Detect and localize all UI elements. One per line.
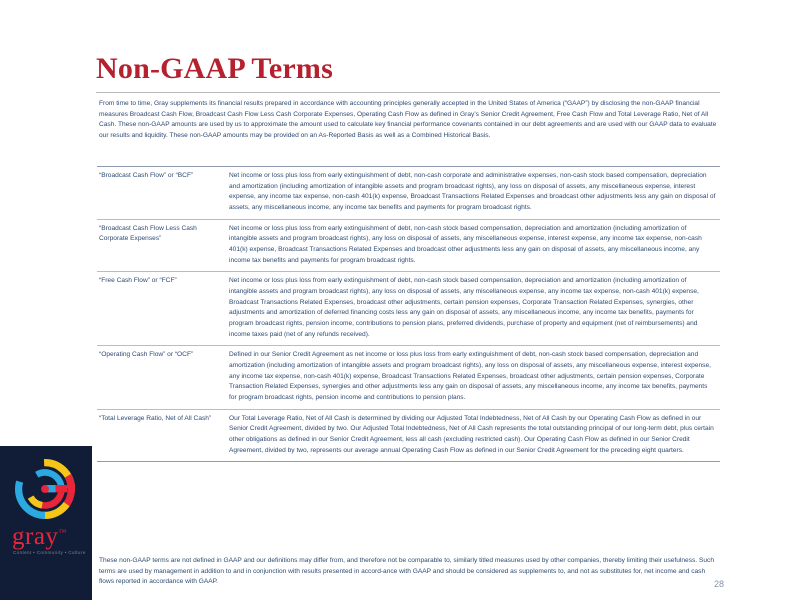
gray-g-logo-icon bbox=[12, 456, 78, 522]
term-label: “Free Cash Flow” or “FCF” bbox=[97, 272, 229, 346]
term-label: “Total Leverage Ratio, Net of All Cash” bbox=[97, 409, 229, 462]
term-label: “Broadcast Cash Flow” or “BCF” bbox=[97, 167, 229, 219]
table-row bbox=[97, 409, 720, 462]
footer-disclaimer: These non-GAAP terms are not defined in GAAP and our definitions may differ from, and therefore not be comparable to, similarly titled measures used by other companies, thereby limiting their usefulness. Such terms are used by management in addition to and in conjunction with results presented in accord-ance with GAAP and should be considered as supplements to, and not as substitutes for, net income and cash flows reported in accordance with GAAP. bbox=[99, 557, 715, 586]
trademark-icon: ™ bbox=[58, 527, 67, 537]
term-label: “Operating Cash Flow” or “OCF” bbox=[97, 346, 229, 409]
non-gaap-definitions-table bbox=[97, 167, 720, 462]
table-row bbox=[97, 167, 720, 219]
gray-wordmark bbox=[12, 524, 67, 549]
title-divider bbox=[96, 92, 720, 93]
term-definition: Net income or loss plus loss from early extinguishment of debt, non-cash stock based compensation, depreciation and amortization (including amortization of intangible assets and program broadcast rights), any loss on disposal of assets, any miscellaneous expense, any income tax expense, non-cash 401(k) expense, Broadcast Transactions Related Expenses, broadcast other adjustments, certain pension expenses, Corporate Transaction Related Expenses, synergies, other adjustments and amortization of deferred financing costs less any gain on disposal of assets, any miscellaneous income, any income tax benefits, payments for program broadcast rights, pension income, contributions to pension plans, preferred dividends, purchase of property and equipment (net of reimbursements) and income taxes paid (net of any refunds received). bbox=[229, 272, 720, 346]
term-definition: Net income or loss plus loss from early extinguishment of debt, non-cash stock based compensation, depreciation and amortization (including amortization of intangible assets and program broadcast rights), any loss on disposal of assets, any miscellaneous expense, interest expense, any income tax expense, non-cash 401(k) expense, Broadcast Transactions Related Expenses and broadcast other adjustments less any gain on disposal of assets, any miscellaneous income, any income tax benefits and payments for program broadcast rights. bbox=[229, 219, 720, 272]
gray-tagline: Content • Community • Culture bbox=[13, 550, 86, 555]
intro-paragraph: From time to time, Gray supplements its financial results prepared in accordance with accounting principles generally accepted in the United States of America (“GAAP”) by disclosing the non-GAAP financial measures Broadcast Cash Flow, Broadcast Cash Flow Less Cash Corporate Expenses, Operating Cash Flow as defined in Gray’s Senior Credit Agreement, Free Cash Flow and Total Leverage Ratio, Net of All Cash. These non-GAAP amounts are used by us to approximate the amount used to calculate key financial performance covenants contained in our debt agreements and are used with our GAAP data to evaluate our results and liquidity. These non-GAAP amounts may be provided on an As-Reported Basis as well as a Combined Historical Basis. bbox=[99, 100, 717, 140]
term-definition: Our Total Leverage Ratio, Net of All Cash is determined by dividing our Adjusted Total Indebtedness, Net of All Cash by our Operating Cash Flow as defined in our Senior Credit Agreement, divided by two. Our Adjusted Total Indebtedness, Net of All Cash represents the total outstanding principal of our long-term debt, plus certain other obligations as defined in our Senior Credit Agreement, less all cash (excluding restricted cash). Our Operating Cash Flow as defined in our Senior Credit Agreement, divided by two, represents our average annual Operating Cash Flow as defined in our Senior Credit Agreement for the preceding eight quarters. bbox=[229, 409, 720, 462]
page-title: Non-GAAP Terms bbox=[96, 52, 333, 85]
gray-wordmark-text: gray bbox=[12, 523, 59, 550]
table-row bbox=[97, 346, 720, 409]
term-label: “Broadcast Cash Flow Less Cash Corporate Expenses” bbox=[97, 219, 229, 272]
table-row bbox=[97, 219, 720, 272]
term-definition: Defined in our Senior Credit Agreement as net income or loss plus loss from early extinguishment of debt, non-cash stock based compensation, depreciation and amortization (including amortization of intangible assets and program broadcast rights), any loss on disposal of assets, any miscellaneous expense, interest expense, any income tax expense, non-cash 401(k) expense, Broadcast Transactions Related Expenses, broadcast other adjustments, certain pension expenses, Corporate Transaction Related Expenses, synergies and other adjustments less any gain on disposal of assets, any miscellaneous income, any income tax benefits, payments for program broadcast rights, pension income and contributions to pension plans. bbox=[229, 346, 720, 409]
term-definition: Net income or loss plus loss from early extinguishment of debt, non-cash corporate and administrative expenses, non-cash stock based compensation, depreciation and amortization (including amortization of intangible assets and program broadcast rights), any loss on disposal of assets, any miscellaneous expense, interest expense, any income tax expense, non-cash 401(k) expense, Broadcast Transactions Related Expenses and broadcast other adjustments less any gain on disposal of assets, any miscellaneous income, any income tax benefits and payments for program broadcast rights. bbox=[229, 167, 720, 219]
brand-logo-band bbox=[0, 446, 92, 600]
page-number: 28 bbox=[714, 579, 725, 589]
table-row bbox=[97, 272, 720, 346]
